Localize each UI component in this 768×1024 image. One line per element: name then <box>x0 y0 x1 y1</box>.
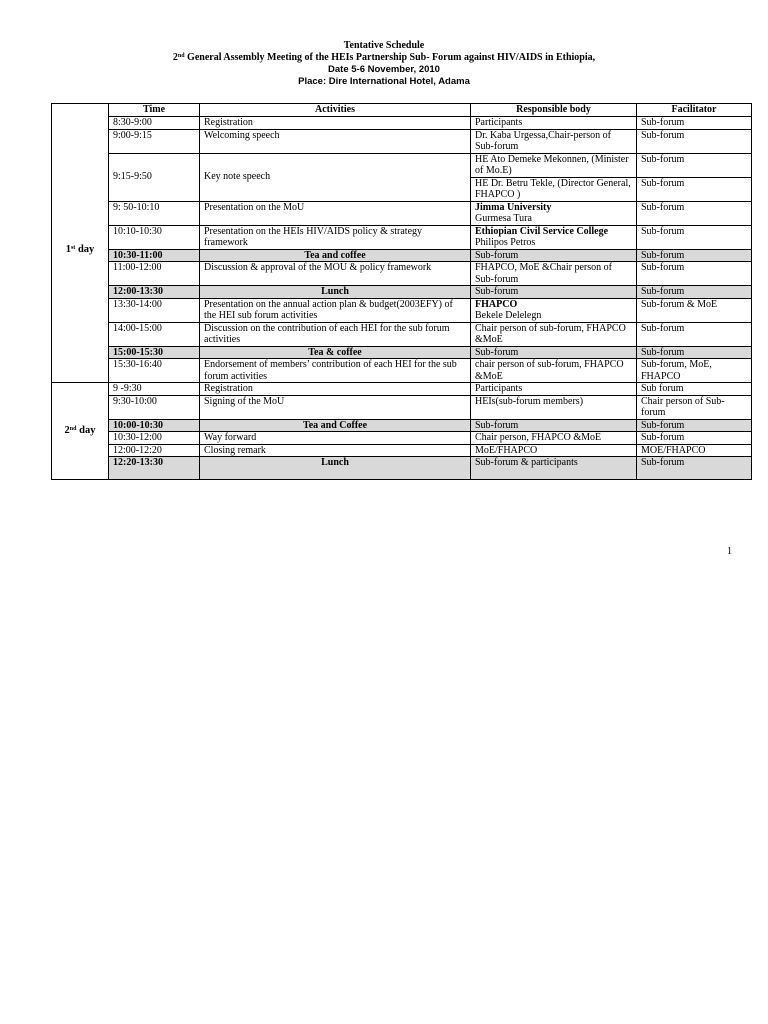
page-number: 1 <box>727 546 732 557</box>
day-1-label: 1st day <box>52 117 109 383</box>
table-row: 10:30-12:00 Way forward Chair person, FHAPCO &MoE Sub-forum <box>52 432 752 445</box>
table-row: 12:00-12:20 Closing remark MoE/FHAPCO MOE/FHAPCO <box>52 444 752 457</box>
schedule-table <box>51 103 752 480</box>
table-row: 9:15-9:50 Key note speech HE Ato Demeke Mekonnen, (Minister of Mo.E) Sub-forum <box>52 153 752 177</box>
time-header: Time <box>109 104 200 117</box>
table-row: 9: 50-10:10 Presentation on the MoU Jimma University Gurmesa Tura Sub-forum <box>52 201 752 225</box>
table-row-break: 10:30-11:00 Tea and coffee Sub-forum Sub-forum <box>52 249 752 262</box>
table-row: 11:00-12:00 Discussion & approval of the MOU & policy framework FHAPCO, MoE &Chair person of Sub-forum Sub-forum <box>52 262 752 286</box>
table-row-break: 10:00-10:30 Tea and Coffee Sub-forum Sub-forum <box>52 419 752 432</box>
table-row: 2nd day 9 -9:30 Registration Participants Sub forum <box>52 383 752 396</box>
facilitator-header: Facilitator <box>637 104 752 117</box>
meeting-line: 2nd General Assembly Meeting of the HEIs Partnership Sub- Forum against HIV/AIDS in Ethiopia, <box>172 52 596 63</box>
day-header <box>52 104 109 117</box>
table-row: 1st day 8:30-9:00 Registration Participants Sub-forum <box>52 117 752 130</box>
document-header <box>0 40 768 88</box>
day-2-label: 2nd day <box>52 383 109 480</box>
table-row-break: 12:00-13:30 Lunch Sub-forum Sub-forum <box>52 286 752 299</box>
table-row: 9:00-9:15 Welcoming speech Dr. Kaba Urgessa,Chair-person of Sub-forum Sub-forum <box>52 129 752 153</box>
table-row: 15:30-16:40 Endorsement of members’ contribution of each HEI for the sub forum activities chair person of sub-forum, FHAPCO &MoE Sub-forum, MoE, FHAPCO <box>52 359 752 383</box>
activities-header: Activities <box>200 104 471 117</box>
table-header-row <box>52 104 752 117</box>
table-row: 13:30-14:00 Presentation on the annual action plan & budget(2003EFY) of the HEI sub forum activities FHAPCO Bekele Delelegn Sub-forum & MoE <box>52 298 752 322</box>
table-row: HE Dr. Betru Tekle, (Director General, FHAPCO ) Sub-forum <box>52 177 752 201</box>
table-row-break: 12:20-13:30 Lunch Sub-forum & participants Sub-forum <box>52 457 752 480</box>
responsible-header: Responsible body <box>471 104 637 117</box>
table-row: 10:10-10:30 Presentation on the HEIs HIV/AIDS policy & strategy framework Ethiopian Civil Service College Philipos Petros Sub-forum <box>52 225 752 249</box>
date-line: Date 5-6 November, 2010 <box>328 64 440 75</box>
doc-title: Tentative Schedule <box>343 40 425 51</box>
table-row: 9:30-10:00 Signing of the MoU HEIs(sub-forum members) Chair person of Sub-forum <box>52 395 752 419</box>
place-line: Place: Dire International Hotel, Adama <box>298 76 470 87</box>
table-row: 14:00-15:00 Discussion on the contribution of each HEI for the sub forum activities Chair person of sub-forum, FHAPCO &MoE Sub-forum <box>52 322 752 346</box>
table-row-break: 15:00-15:30 Tea & coffee Sub-forum Sub-forum <box>52 346 752 359</box>
